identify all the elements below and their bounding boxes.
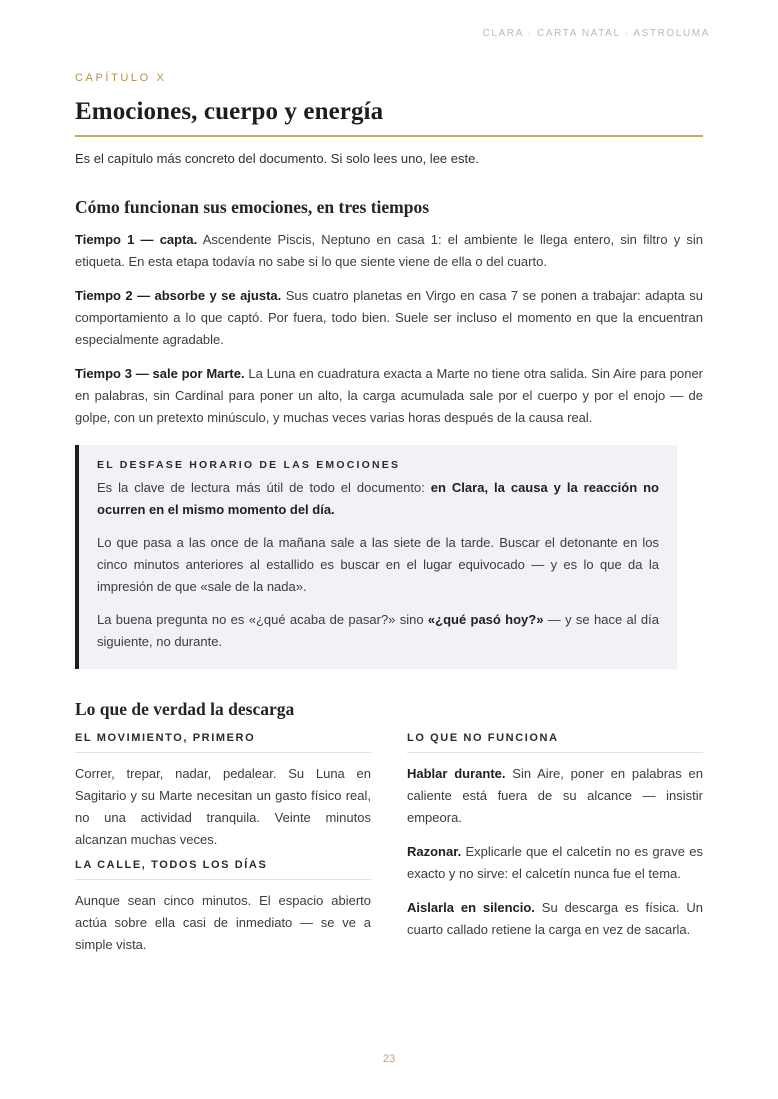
paragraph-text: La Luna en cuadratura exacta a Marte no tiene otra salida. Sin Aire para poner en palabras, sin Cardinal para poner un alto, la carga acumulada sale por el cuerpo y por el enojo — de golpe, con un pretexto minúsculo, y muchas veces varias horas después de la causa real.: [75, 366, 704, 425]
item-text: Sin Aire, poner en palabras en caliente está fuera de su alcance — insistir empeora.: [407, 766, 703, 825]
callout-box: [75, 445, 677, 669]
callout-text: La buena pregunta no es «¿qué acaba de pasar?» sino: [97, 612, 428, 627]
title-divider: [75, 135, 703, 137]
callout-paragraph-2: Lo que pasa a las once de la mañana sale a las siete de la tarde. Buscar el detonante en los cinco minutos anteriores al estallido es buscar en el lugar equivocado — y es lo que da la impresión de que «sale de la nada».: [97, 535, 659, 594]
paragraph-tiempo-1: [75, 229, 703, 273]
callout-emphasis: en Clara, la causa y la reacción no ocurren en el mismo momento del día.: [97, 480, 659, 517]
callout-paragraph-1: [97, 477, 659, 521]
list-item: [407, 897, 703, 941]
chapter-intro: Es el capítulo más concreto del documento. Si solo lees uno, lee este.: [75, 151, 479, 166]
paragraph-tiempo-2: [75, 285, 703, 351]
column-heading-street: LA CALLE, TODOS LOS DÍAS: [75, 859, 371, 880]
two-column-section: [75, 732, 703, 956]
column-heading-movement: EL MOVIMIENTO, PRIMERO: [75, 732, 371, 753]
section-heading-discharge: Lo que de verdad la descarga: [75, 699, 295, 719]
callout-heading: EL DESFASE HORARIO DE LAS EMOCIONES: [97, 459, 401, 471]
list-item: [407, 763, 703, 829]
callout-text: — y se hace al día siguiente, no durante.: [97, 612, 660, 649]
item-text: Su descarga es física. Un cuarto callado retiene la carga en vez de sacarla.: [407, 900, 703, 937]
chapter-title: Emociones, cuerpo y energía: [75, 98, 384, 125]
paragraph-text: Sus cuatro planetas en Virgo en casa 7 se ponen a trabajar: adapta su comportamiento a lo que captó. Por fuera, todo bien. Suele ser incluso el momento en que la encuentran especialmente agradable.: [75, 288, 704, 347]
list-item: [407, 841, 703, 885]
item-text: Explicarle que el calcetín no es grave es exacto y no sirve: el calcetín nunca fue el tema.: [407, 844, 703, 881]
callout-text: Es la clave de lectura más útil de todo el documento:: [97, 480, 431, 495]
callout-paragraph-3: [97, 609, 659, 653]
item-lead: Aislarla en silencio.: [407, 900, 535, 915]
section-heading-emotions: Cómo funcionan sus emociones, en tres tiempos: [75, 197, 430, 217]
column-paragraph-movement: Correr, trepar, nadar, pedalear. Su Luna en Sagitario y su Marte necesitan un gasto físico real, no una actividad tranquila. Veinte minutos alcanzan muchas veces.: [75, 766, 371, 847]
left-column: [75, 732, 371, 956]
paragraph-lead: Tiempo 2 — absorbe y se ajusta.: [75, 288, 282, 303]
item-lead: Hablar durante.: [407, 766, 506, 781]
paragraph-lead: Tiempo 1 — capta.: [75, 232, 198, 247]
running-head: CLARA · CARTA NATAL · ASTROLUMA: [482, 28, 710, 39]
paragraph-text: Ascendente Piscis, Neptuno en casa 1: el ambiente le llega entero, sin filtro y sin etiqueta. En esta etapa todavía no sabe si lo que siente viene de ella o del cuarto.: [75, 232, 703, 269]
column-heading-not-working: LO QUE NO FUNCIONA: [407, 732, 703, 753]
page-number: 23: [382, 1053, 396, 1065]
page-content: [75, 72, 703, 956]
chapter-eyebrow: CAPÍTULO X: [75, 72, 167, 84]
paragraph-tiempo-3: [75, 363, 703, 429]
column-paragraph-street: Aunque sean cinco minutos. El espacio abierto actúa sobre ella casi de inmediato — se ve a simple vista.: [75, 893, 371, 952]
right-column: [407, 732, 703, 956]
callout-emphasis: «¿qué pasó hoy?»: [427, 612, 544, 627]
paragraph-lead: Tiempo 3 — sale por Marte.: [75, 366, 245, 381]
item-lead: Razonar.: [407, 844, 462, 859]
